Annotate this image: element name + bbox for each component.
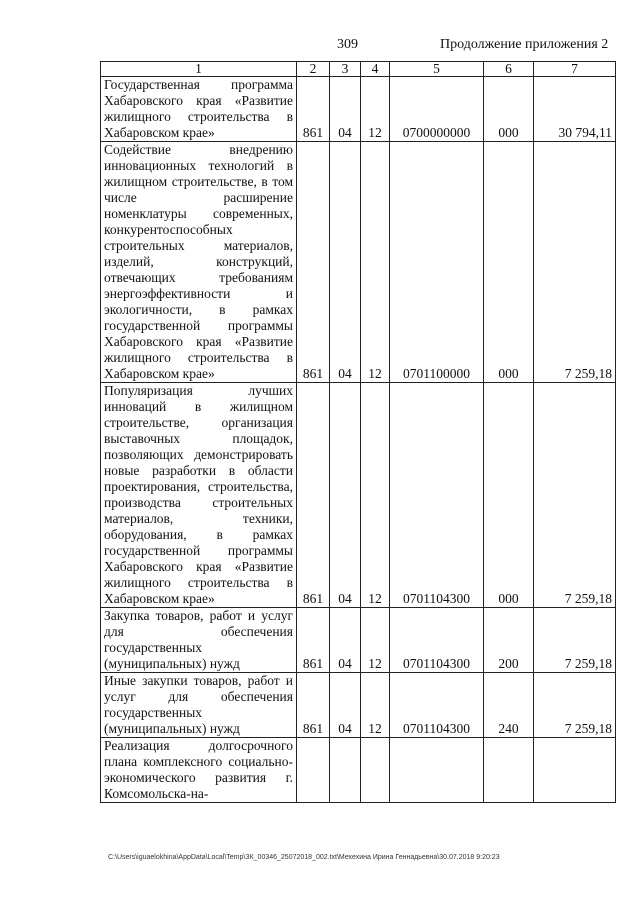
row-amount: 7 259,18 [534,383,616,608]
table-row [101,608,616,673]
row-subsection: 12 [361,77,390,142]
row-amount-empty [534,738,616,803]
row-section: 04 [330,608,361,673]
row-type-empty [484,738,534,803]
row-target: 0701100000 [390,142,484,383]
column-header: 7 [534,62,616,77]
row-section: 04 [330,77,361,142]
column-header: 6 [484,62,534,77]
table-row [101,142,616,383]
column-header: 5 [390,62,484,77]
row-target: 0700000000 [390,77,484,142]
row-subsection: 12 [361,383,390,608]
row-section: 04 [330,383,361,608]
row-code-empty [297,738,330,803]
row-name: Государственная программа Хабаровского края «Развитие жилищного строительства в Хабаровском крае» [101,77,297,142]
column-header: 2 [297,62,330,77]
table-row [101,77,616,142]
row-subsection-empty [361,738,390,803]
row-name: Содействие внедрению инновационных технологий в жилищном строительстве, в том числе расширение номенклатуры современных, конкурентоспособных строительных материалов, изделий, конструкций, отвечающих требованиям энергоэффективности и экологичности, в рамках государственной программы Хабаровского края «Развитие жилищного строительства в Хабаровском крае» [101,142,297,383]
row-subsection: 12 [361,673,390,738]
column-number-row [101,62,616,77]
row-amount: 30 794,11 [534,77,616,142]
row-code: 861 [297,383,330,608]
page-number: 309 [337,37,358,52]
row-target: 0701104300 [390,608,484,673]
row-amount: 7 259,18 [534,608,616,673]
row-amount: 7 259,18 [534,673,616,738]
row-code: 861 [297,142,330,383]
row-type: 200 [484,608,534,673]
row-target-empty [390,738,484,803]
row-code: 861 [297,673,330,738]
row-name: Популяризация лучших инноваций в жилищном строительстве, организация выставочных площадок, позволяющих демонстрировать новые разработки в области проектирования, строительства, производства строительных материалов, техники, оборудования, в рамках государственной программы Хабаровского края «Развитие жилищного строительства в Хабаровском крае» [101,383,297,608]
row-type: 000 [484,77,534,142]
row-name: Иные закупки товаров, работ и услуг для обеспечения государственных (муниципальных) нужд [101,673,297,738]
row-type: 240 [484,673,534,738]
row-target: 0701104300 [390,673,484,738]
row-amount: 7 259,18 [534,142,616,383]
row-subsection: 12 [361,608,390,673]
row-type: 000 [484,142,534,383]
row-target: 0701104300 [390,383,484,608]
table-row-partial [101,738,616,803]
table-row [101,673,616,738]
column-header: 3 [330,62,361,77]
row-type: 000 [484,383,534,608]
budget-table [100,61,616,803]
row-section: 04 [330,142,361,383]
row-code: 861 [297,77,330,142]
row-subsection: 12 [361,142,390,383]
continuation-label: Продолжение приложения 2 [440,37,609,52]
row-name: Реализация долгосрочного плана комплексного социально-экономического развития г. Комсомольска-на- [101,738,297,803]
row-section: 04 [330,673,361,738]
table-row [101,383,616,608]
column-header: 1 [101,62,297,77]
row-name: Закупка товаров, работ и услуг для обеспечения государственных (муниципальных) нужд [101,608,297,673]
row-code: 861 [297,608,330,673]
column-header: 4 [361,62,390,77]
footer-file-path: C:\Users\iguaelokhina\AppData\Local\Temp\ЗК_00346_25072018_002.txt\Мехехина Ирина Геннадьевна\30.07.2018 9:20:23 [108,854,500,861]
row-section-empty [330,738,361,803]
